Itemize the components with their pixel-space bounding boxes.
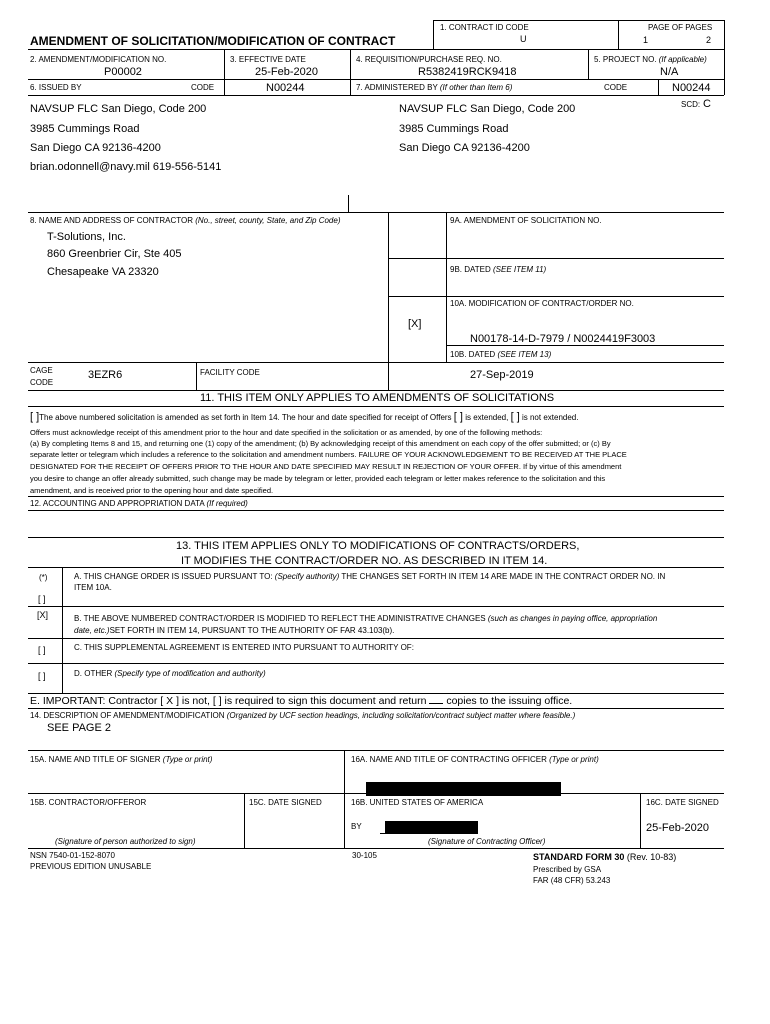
signature-left-caption: (Signature of person authorized to sign) <box>55 837 196 846</box>
prescribed-by: Prescribed by GSA <box>533 865 602 874</box>
contractor-label: 8. NAME AND ADDRESS OF CONTRACTOR (No., street, county, State, and Zip Code) <box>30 216 341 225</box>
administrator-line-1: NAVSUP FLC San Diego, Code 200 <box>399 103 576 115</box>
item-14-label: 14. DESCRIPTION OF AMENDMENT/MODIFICATION (Organized by UCF section headings, including solicitation/contract subject matter where feasible.) <box>30 711 576 720</box>
usa-label: 16B. UNITED STATES OF AMERICA <box>351 798 484 807</box>
item-11-para-4: DESIGNATED FOR THE RECEIPT OF OFFERS PRIOR TO THE HOUR AND DATE SPECIFIED MAY RESULT IN REJECTION OF YOUR OFFER. If by virtue of this amendment <box>30 462 622 471</box>
effective-date-value: 25-Feb-2020 <box>255 66 318 78</box>
contractor-line-2: 860 Greenbrier Cir, Ste 405 <box>47 248 182 260</box>
page-of-pages-label: PAGE OF PAGES <box>648 23 713 32</box>
item-13a-text-2: ITEM 10A. <box>74 583 112 592</box>
item-9a-label: 9A. AMENDMENT OF SOLICITATION NO. <box>450 216 602 225</box>
contract-id-value: U <box>520 34 527 44</box>
amendment-label: 2. AMENDMENT/MODIFICATION NO. <box>30 55 167 64</box>
item-11-para-5: you desire to change an offer already submitted, such change may be made by telegram or letter, provided each telegram or letter makes reference to the solicitation and this <box>30 474 606 483</box>
item-10a-value: N00178-14-D-7979 / N0024419F3003 <box>470 333 656 345</box>
item-13a-text: A. THIS CHANGE ORDER IS ISSUED PURSUANT TO: (Specify authority) THE CHANGES SET FORTH IN ITEM 14 ARE MADE IN THE CONTRACT ORDER NO. IN <box>74 572 666 581</box>
item-13c-text: C. THIS SUPPLEMENTAL AGREEMENT IS ENTERED INTO PURSUANT TO AUTHORITY OF: <box>74 643 414 652</box>
item-13c-checkbox[interactable]: [ ] <box>38 645 46 655</box>
redacted-signature <box>385 821 478 834</box>
form-code: 30-105 <box>352 851 377 860</box>
item-13d-text: D. OTHER (Specify type of modification and authority) <box>74 669 266 678</box>
administrator-line-2: 3985 Cummings Road <box>399 123 509 135</box>
not-extended-checkbox[interactable]: [ ] <box>510 411 520 423</box>
item-10b-label: 10B. DATED (SEE ITEM 13) <box>450 350 552 359</box>
item-11-para-3: separate letter or telegram which includes a reference to the solicitation and amendment numbers. FAILURE OF YOUR ACKNOWLEDGEMENT TO BE RECEIVED AT THE PLACE <box>30 450 627 459</box>
issuer-line-1: NAVSUP FLC San Diego, Code 200 <box>30 103 207 115</box>
offers-checkbox[interactable]: [ ] <box>453 411 463 423</box>
officer-date-label: 16C. DATE SIGNED <box>646 798 719 807</box>
signer-name-label: 15A. NAME AND TITLE OF SIGNER (Type or print) <box>30 755 213 764</box>
nsn: NSN 7540-01-152-8070 <box>30 851 115 860</box>
project-label: 5. PROJECT NO. (If applicable) <box>594 55 707 64</box>
issued-by-label: 6. ISSUED BY <box>30 83 82 92</box>
item-10a-label: 10A. MODIFICATION OF CONTRACT/ORDER NO. <box>450 299 634 308</box>
officer-name-label: 16A. NAME AND TITLE OF CONTRACTING OFFICER (Type or print) <box>351 755 599 764</box>
item-13-heading-1: 13. THIS ITEM APPLIES ONLY TO MODIFICATIONS OF CONTRACTS/ORDERS, <box>176 540 580 552</box>
administered-code-label: CODE <box>604 83 628 92</box>
project-value: N/A <box>660 66 679 78</box>
signature-right-caption: (Signature of Contracting Officer) <box>428 837 546 846</box>
cage-label-1: CAGE <box>30 366 53 375</box>
item-13d-checkbox[interactable]: [ ] <box>38 671 46 681</box>
contract-id-label: 1. CONTRACT ID CODE <box>440 23 529 32</box>
item-13-heading-2: IT MODIFIES THE CONTRACT/ORDER NO. AS DESCRIBED IN ITEM 14. <box>181 555 548 567</box>
facility-code-label: FACILITY CODE <box>200 368 260 377</box>
item-11-para-2: (a) By completing Items 8 and 15, and returning one (1) copy of the amendment; (b) By acknowledging receipt of this amendment on each copy of the offer submitted; or (c) By <box>30 439 611 448</box>
contractor-line-1: T-Solutions, Inc. <box>47 231 126 243</box>
issuer-line-3: San Diego CA 92136-4200 <box>30 142 161 154</box>
form-title: AMENDMENT OF SOLICITATION/MODIFICATION OF CONTRACT <box>30 34 396 48</box>
item-13b-text-2: date, etc.)SET FORTH IN ITEM 14, PURSUANT TO THE AUTHORITY OF FAR 43.103(b). <box>74 626 395 635</box>
issuer-line-4: brian.odonnell@navy.mil 619-556-5141 <box>30 161 222 173</box>
item-10b-value: 27-Sep-2019 <box>470 369 534 381</box>
item-12-label: 12. ACCOUNTING AND APPROPRIATION DATA (If required) <box>30 499 248 508</box>
by-label: BY <box>351 822 362 831</box>
scd-label: SCD: <box>681 100 701 109</box>
item-9b-label: 9B. DATED (SEE ITEM 11) <box>450 265 547 274</box>
cage-label-2: CODE <box>30 378 54 387</box>
requisition-value: R5382419RCK9418 <box>418 66 517 78</box>
page-number: 1 <box>643 35 649 45</box>
cage-value: 3EZR6 <box>88 369 123 381</box>
item-14-value: SEE PAGE 2 <box>47 722 111 734</box>
total-pages: 2 <box>706 35 712 45</box>
contractor-line-3: Chesapeake VA 23320 <box>47 266 159 278</box>
administrator-line-3: San Diego CA 92136-4200 <box>399 142 530 154</box>
item-11-para-1: Offers must acknowledge receipt of this amendment prior to the hour and date specified in the solicitation or as amended, by one of the following methods: <box>30 428 543 437</box>
previous-edition: PREVIOUS EDITION UNUSABLE <box>30 862 152 871</box>
item-13a-checkbox[interactable]: [ ] <box>38 594 46 604</box>
administered-code-value: N00244 <box>672 82 711 94</box>
solicitation-checkbox[interactable]: [ ] <box>30 411 40 423</box>
item-11-line: [ ]The above numbered solicitation is amended as set forth in Item 14. The hour and date specified for receipt of Offers [ ] is extended, [ ] is not extended. <box>30 411 579 423</box>
standard-form-label: STANDARD FORM 30 (Rev. 10-83) <box>533 852 677 862</box>
not-required-mark[interactable]: X <box>166 695 174 707</box>
item-13b-checkbox[interactable]: [X] <box>37 610 49 620</box>
issued-code-value: N00244 <box>266 82 305 94</box>
item-11-heading: 11. THIS ITEM ONLY APPLIES TO AMENDMENTS OF SOLICITATIONS <box>200 392 555 404</box>
item-11-para-6: amendment, and is received prior to the opening hour and date specified. <box>30 486 274 495</box>
item-13b-text: B. THE ABOVE NUMBERED CONTRACT/ORDER IS MODIFIED TO REFLECT THE ADMINISTRATIVE CHANGES (such as changes in paying office, appropriation <box>74 614 658 623</box>
redacted-officer-name <box>366 782 561 796</box>
contractor-date-label: 15C. DATE SIGNED <box>249 798 322 807</box>
item-e-important: E. IMPORTANT: Contractor [ X ] is not, [ ] is required to sign this document and return copies to the issuing office. <box>30 695 573 707</box>
administered-by-label: 7. ADMINISTERED BY (If other than Item 6) <box>356 83 513 92</box>
requisition-label: 4. REQUISITION/PURCHASE REQ. NO. <box>356 55 502 64</box>
item-10-checkbox[interactable]: [X] <box>408 318 422 330</box>
amendment-value: P00002 <box>104 66 142 78</box>
officer-date-value: 25-Feb-2020 <box>646 822 709 834</box>
issued-code-label: CODE <box>191 83 215 92</box>
scd-value: C <box>703 98 711 110</box>
issuer-line-2: 3985 Cummings Road <box>30 123 140 135</box>
item-13-star: (*) <box>39 573 48 582</box>
contractor-offeror-label: 15B. CONTRACTOR/OFFEROR <box>30 798 147 807</box>
far-reference: FAR (48 CFR) 53.243 <box>533 876 611 885</box>
effective-date-label: 3. EFFECTIVE DATE <box>230 55 306 64</box>
